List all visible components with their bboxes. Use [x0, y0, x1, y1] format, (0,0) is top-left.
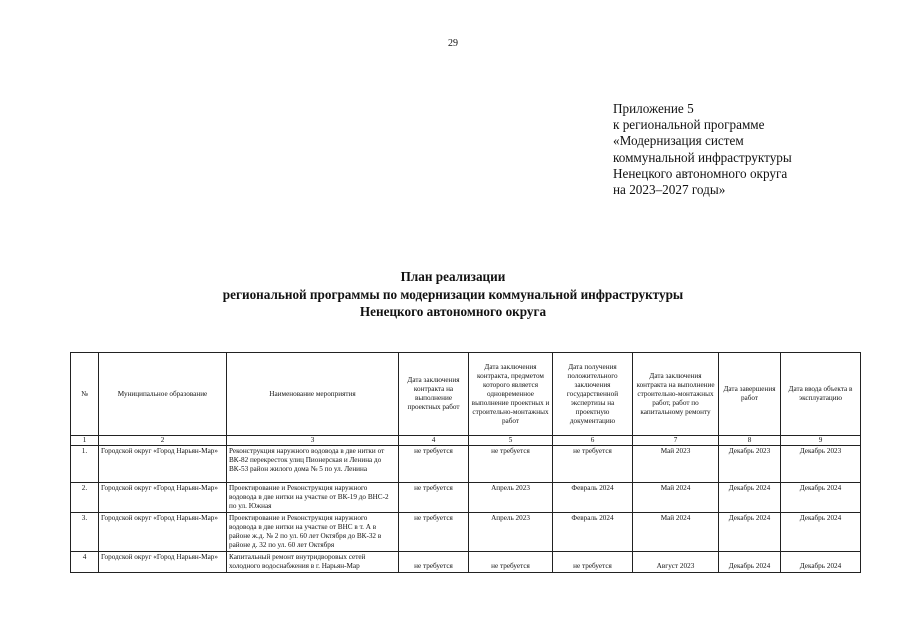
annex-line: «Модернизация систем — [613, 133, 744, 149]
row-number: 1. — [71, 446, 99, 483]
annex-line: к региональной программе — [613, 117, 765, 133]
commissioning-cell: Декабрь 2024 — [781, 552, 861, 573]
completion-cell: Декабрь 2024 — [719, 483, 781, 513]
column-number: 3 — [227, 436, 399, 446]
column-number: 2 — [99, 436, 227, 446]
column-number: 8 — [719, 436, 781, 446]
column-number: 9 — [781, 436, 861, 446]
row-number: 4 — [71, 552, 99, 573]
column-header-number: № — [71, 353, 99, 436]
table-row — [71, 483, 861, 513]
municipality-cell: Городской округ «Город Нарьян-Мар» — [99, 552, 227, 573]
column-number: 1 — [71, 436, 99, 446]
table-row — [71, 446, 861, 483]
municipality-cell: Городской округ «Город Нарьян-Мар» — [99, 483, 227, 513]
measure-cell: Реконструкция наружного водовода в две нитки от ВК-82 перекресток улиц Пионерская и Ленина до ВК-53 район жилого дома № 5 по ул. Ленина — [227, 446, 399, 483]
combined-contract-cell: не требуется — [469, 552, 553, 573]
column-header-expertise: Дата получения положительного заключения государственной экспертизы на проектную документацию — [553, 353, 633, 436]
expertise-cell: не требуется — [553, 446, 633, 483]
combined-contract-cell: Апрель 2023 — [469, 513, 553, 552]
annex-caption — [613, 101, 792, 198]
page-number: 29 — [448, 38, 458, 49]
combined-contract-cell: Апрель 2023 — [469, 483, 553, 513]
column-header-completion: Дата завершения работ — [719, 353, 781, 436]
expertise-cell: не требуется — [553, 552, 633, 573]
measure-cell: Проектирование и Реконструкция наружного водовода в две нитки на участке от ВК-19 до ВНС-2 по ул. Южная — [227, 483, 399, 513]
column-header-construction-contract: Дата заключения контракта на выполнение строительно-монтажных работ, работ по капитальному ремонту — [633, 353, 719, 436]
annex-line: коммунальной инфраструктуры — [613, 149, 792, 165]
design-contract-cell: не требуется — [399, 513, 469, 552]
construction-contract-cell: Май 2023 — [633, 446, 719, 483]
municipality-cell: Городской округ «Город Нарьян-Мар» — [99, 446, 227, 483]
table-row — [71, 552, 861, 573]
construction-contract-cell: Август 2023 — [633, 552, 719, 573]
design-contract-cell: не требуется — [399, 552, 469, 573]
construction-contract-cell: Май 2024 — [633, 483, 719, 513]
row-number: 3. — [71, 513, 99, 552]
table-row — [71, 513, 861, 552]
plan-title-line: региональной программы по модернизации коммунальной инфраструктуры — [222, 286, 684, 302]
design-contract-cell: не требуется — [399, 483, 469, 513]
municipality-cell: Городской округ «Город Нарьян-Мар» — [99, 513, 227, 552]
expertise-cell: Февраль 2024 — [553, 483, 633, 513]
design-contract-cell: не требуется — [399, 446, 469, 483]
construction-contract-cell: Май 2024 — [633, 513, 719, 552]
column-number-row — [71, 436, 861, 446]
plan-title-line: Ненецкого автономного округа — [359, 304, 547, 319]
column-number: 5 — [469, 436, 553, 446]
column-header-commissioning: Дата ввода объекта в эксплуатацию — [781, 353, 861, 436]
annex-line: Ненецкого автономного округа — [613, 165, 788, 181]
completion-cell: Декабрь 2023 — [719, 446, 781, 483]
column-number: 6 — [553, 436, 633, 446]
measure-cell: Капитальный ремонт внутридворовых сетей холодного водоснабжения в г. Нарьян-Мар — [227, 552, 399, 573]
column-header-combined-contract: Дата заключения контракта, предметом которого является одновременное выполнение проектных и строительно-монтажных работ — [469, 353, 553, 436]
commissioning-cell: Декабрь 2024 — [781, 483, 861, 513]
column-number: 4 — [399, 436, 469, 446]
commissioning-cell: Декабрь 2024 — [781, 513, 861, 552]
expertise-cell: Февраль 2024 — [553, 513, 633, 552]
commissioning-cell: Декабрь 2023 — [781, 446, 861, 483]
column-number: 7 — [633, 436, 719, 446]
measure-cell: Проектирование и Реконструкция наружного водовода в две нитки на участке от ВНС в т. А в районе ж.д. № 2 по ул. 60 лет Октября до ВК-32 в районе д. 32 по ул. 60 лет Октября — [227, 513, 399, 552]
column-header-design-contract: Дата заключения контракта на выполнение проектных работ — [399, 353, 469, 436]
combined-contract-cell: не требуется — [469, 446, 553, 483]
column-header-municipality: Муниципальное образование — [99, 353, 227, 436]
table-header-row — [71, 353, 861, 436]
annex-line: Приложение 5 — [613, 101, 694, 116]
completion-cell: Декабрь 2024 — [719, 513, 781, 552]
row-number: 2. — [71, 483, 99, 513]
plan-table — [70, 352, 861, 573]
plan-title-line: План реализации — [400, 269, 506, 284]
annex-line: на 2023–2027 годы» — [613, 182, 726, 198]
column-header-measure: Наименование мероприятия — [227, 353, 399, 436]
completion-cell: Декабрь 2024 — [719, 552, 781, 573]
plan-title — [0, 268, 906, 321]
